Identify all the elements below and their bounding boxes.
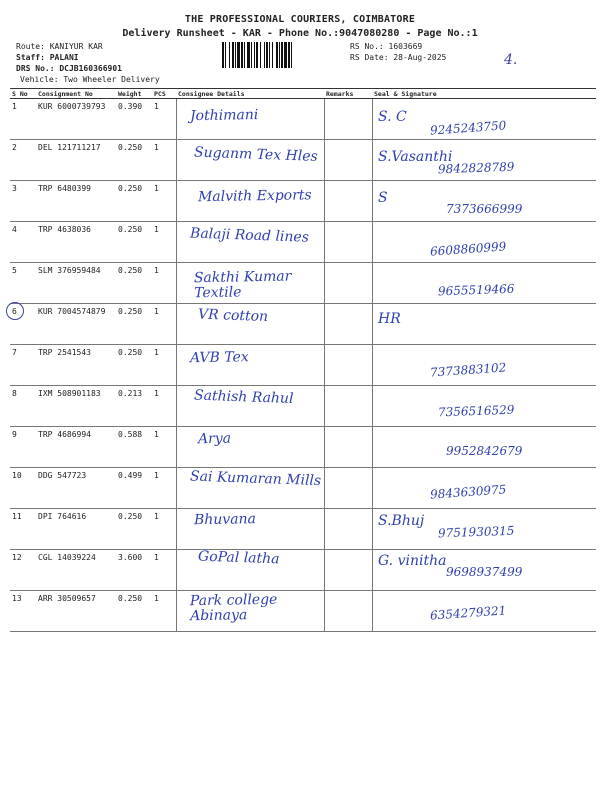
- row-consignment: DEL 121711217: [36, 140, 116, 181]
- phone-handwriting: 9952842679: [446, 444, 523, 459]
- rs-date: RS Date: 28-Aug-2025: [350, 53, 447, 62]
- row-consignment: TRP 4686994: [36, 427, 116, 468]
- signature-handwriting: S.Vasanthi: [378, 149, 453, 166]
- phone-handwriting: 9698937499: [446, 565, 523, 580]
- row-pcs: 1: [152, 550, 176, 591]
- signature-handwriting: G. vinitha: [378, 553, 447, 570]
- consignee-handwriting: VR cotton: [197, 306, 269, 325]
- row-consignment: TRP 2541543: [36, 345, 116, 386]
- row-pcs: 1: [152, 304, 176, 345]
- row-consignment: KUR 7004574879: [36, 304, 116, 345]
- row-sno: 8: [10, 386, 36, 427]
- row-sno: 7: [10, 345, 36, 386]
- row-weight: 0.250: [116, 345, 152, 386]
- row-pcs: 1: [152, 222, 176, 263]
- staff-label: Staff: PALANI: [16, 53, 79, 62]
- row-sno: 5: [10, 263, 36, 304]
- phone-handwriting: 6354279321: [429, 603, 507, 623]
- consignee-handwriting: Suganm Tex Hles: [193, 144, 318, 166]
- consignee-handwriting: Jothimani: [189, 107, 259, 125]
- consignee-handwriting: Balaji Road lines: [189, 225, 310, 246]
- row-circle-mark: [6, 302, 24, 320]
- col-consignee: Consignee Details: [176, 89, 324, 99]
- consignee-handwriting: GoPal latha: [197, 548, 280, 568]
- barcode: [222, 42, 346, 68]
- phone-handwriting: 7373883102: [429, 360, 507, 381]
- row-sno: 1: [10, 99, 36, 140]
- consignee-handwriting: Arya: [197, 430, 232, 448]
- consignee-handwriting: Park college Abinaya: [189, 591, 278, 625]
- consignee-handwriting: Malvith Exports: [197, 187, 312, 206]
- row-pcs: 1: [152, 181, 176, 222]
- row-consignment: DPI 764616: [36, 509, 116, 550]
- row-sno: 4: [10, 222, 36, 263]
- consignee-handwriting: Sakthi Kumar Textile: [193, 268, 292, 301]
- row-remarks-cell: [324, 222, 372, 263]
- signature-handwriting: S.Bhuj: [378, 513, 425, 529]
- col-consignment: Consignment No: [36, 89, 116, 99]
- row-seal-cell: [372, 304, 596, 345]
- row-consignment: KUR 6000739793: [36, 99, 116, 140]
- row-weight: 0.250: [116, 304, 152, 345]
- row-remarks-cell: [324, 468, 372, 509]
- phone-handwriting: 9842828789: [437, 160, 515, 177]
- row-pcs: 1: [152, 263, 176, 304]
- row-consignment: SLM 376959484: [36, 263, 116, 304]
- row-pcs: 1: [152, 386, 176, 427]
- row-weight: 3.600: [116, 550, 152, 591]
- consignee-handwriting: AVB Tex: [189, 349, 249, 367]
- table-header-row: [10, 89, 596, 99]
- col-remarks: Remarks: [324, 89, 372, 99]
- row-consignment: TRP 4638036: [36, 222, 116, 263]
- row-pcs: 1: [152, 509, 176, 550]
- rs-number: RS No.: 1603669: [350, 42, 423, 51]
- drs-label: DRS No.: DCJB160366901: [16, 64, 122, 73]
- row-pcs: 1: [152, 468, 176, 509]
- row-pcs: 1: [152, 140, 176, 181]
- phone-handwriting: 9655519466: [437, 281, 515, 298]
- row-pcs: 1: [152, 99, 176, 140]
- company-title: THE PROFESSIONAL COURIERS, COIMBATORE: [184, 14, 416, 25]
- col-weight: Weight: [116, 89, 152, 99]
- row-weight: 0.250: [116, 222, 152, 263]
- row-remarks-cell: [324, 591, 372, 632]
- signature-handwriting: S: [378, 189, 388, 206]
- row-pcs: 1: [152, 591, 176, 632]
- row-remarks-cell: [324, 345, 372, 386]
- col-sno: S No: [10, 89, 36, 99]
- row-weight: 0.499: [116, 468, 152, 509]
- row-sno: 11: [10, 509, 36, 550]
- row-sno: 3: [10, 181, 36, 222]
- row-consignment: IXM 508901183: [36, 386, 116, 427]
- phone-handwriting: 6608860999: [429, 239, 507, 259]
- row-weight: 0.250: [116, 263, 152, 304]
- row-weight: 0.588: [116, 427, 152, 468]
- row-consignment: CGL 14039224: [36, 550, 116, 591]
- runsheet-title: Delivery Runsheet - KAR - Phone No.:9047080280 - Page No.:1: [122, 28, 478, 39]
- row-sno: 2: [10, 140, 36, 181]
- row-sno: 12: [10, 550, 36, 591]
- row-weight: 0.213: [116, 386, 152, 427]
- signature-handwriting: HR: [378, 311, 401, 327]
- phone-handwriting: 7356516529: [437, 402, 515, 420]
- vehicle-label: Vehicle: Two Wheeler Delivery: [20, 75, 160, 84]
- col-seal: Seal & Signature: [372, 89, 596, 99]
- row-sno: 13: [10, 591, 36, 632]
- row-weight: 0.250: [116, 591, 152, 632]
- handwritten-mark: 4.: [504, 52, 518, 68]
- row-weight: 0.250: [116, 181, 152, 222]
- row-pcs: 1: [152, 427, 176, 468]
- row-sno: 10: [10, 468, 36, 509]
- phone-handwriting: 9751930315: [437, 523, 515, 541]
- row-consignment: ARR 30509657: [36, 591, 116, 632]
- phone-handwriting: 9245243750: [429, 118, 507, 138]
- row-pcs: 1: [152, 345, 176, 386]
- col-pcs: PCS: [152, 89, 176, 99]
- phone-handwriting: 7373666999: [446, 201, 523, 216]
- row-sno: 6: [10, 304, 36, 345]
- consignee-handwriting: Bhuvana: [193, 511, 257, 529]
- signature-handwriting: S. C: [378, 109, 407, 125]
- consignee-handwriting: Sai Kumaran Mills: [189, 468, 322, 489]
- phone-handwriting: 9843630975: [429, 481, 507, 502]
- row-sno: 9: [10, 427, 36, 468]
- row-weight: 0.250: [116, 509, 152, 550]
- row-weight: 0.390: [116, 99, 152, 140]
- row-weight: 0.250: [116, 140, 152, 181]
- consignee-handwriting: Sathish Rahul: [193, 387, 294, 407]
- row-remarks-cell: [324, 99, 372, 140]
- row-consignment: DDG 547723: [36, 468, 116, 509]
- route-label: Route: KANIYUR KAR: [16, 42, 103, 51]
- row-consignment: TRP 6480399: [36, 181, 116, 222]
